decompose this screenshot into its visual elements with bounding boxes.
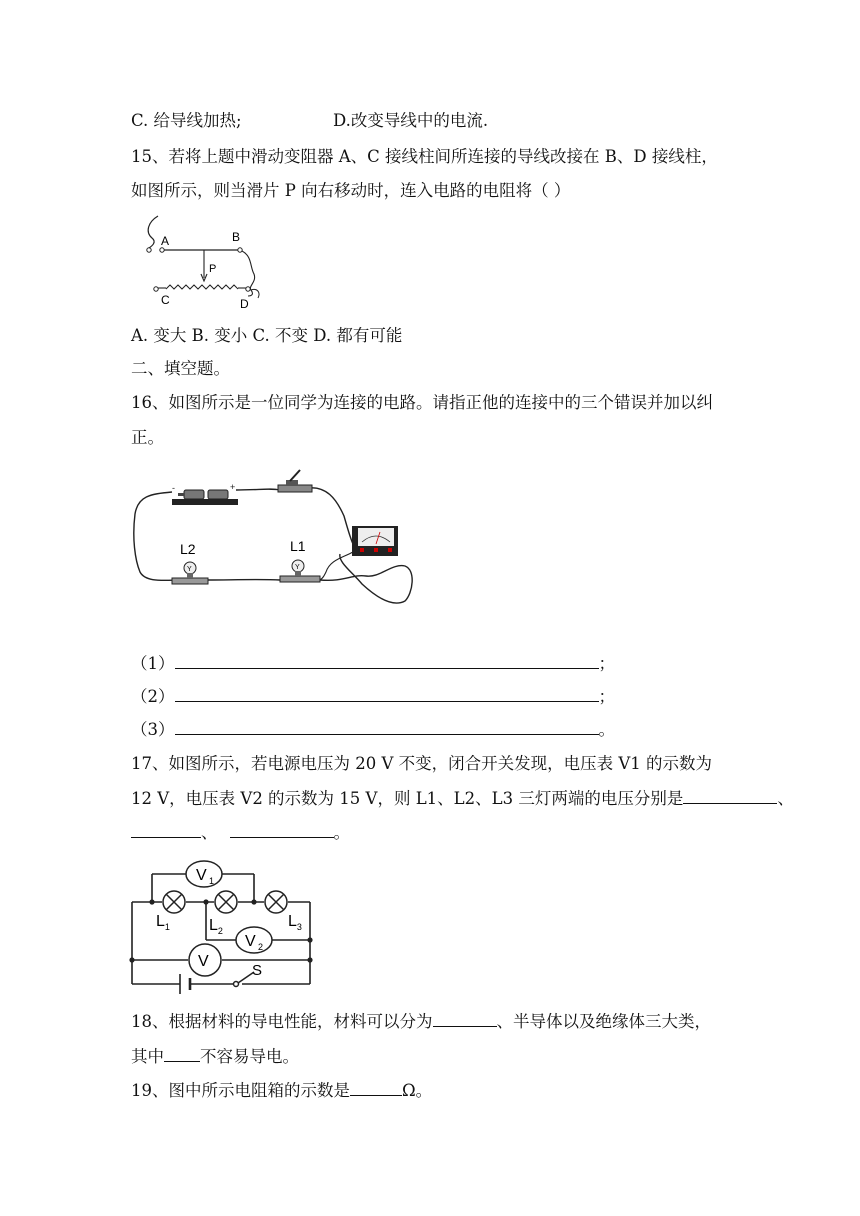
q16-answer-2: （2） ；	[131, 687, 615, 706]
q17-label-l1: $L_1$	[156, 913, 170, 932]
q16-answer-1-blank[interactable]	[175, 652, 599, 669]
svg-text:Y: Y	[187, 566, 192, 573]
svg-text:V: V	[198, 953, 209, 970]
svg-text:1: 1	[209, 876, 215, 886]
lamp-l1-icon	[163, 891, 185, 913]
q17-text-line1: 17、如图所示，若电源电压为 20 V 不变，闭合开关发现，电压表 V1 的示数为	[131, 754, 713, 773]
q18-text-line1: 18、根据材料的导电性能，材料可以分为 、半导体以及绝缘体三大类，	[131, 1012, 711, 1031]
q15-label-d: D	[240, 297, 249, 311]
bulb-l1-icon	[280, 560, 320, 582]
q17-text-line3: 、 。	[131, 821, 350, 844]
q17-label-s: S	[252, 962, 263, 979]
q17-circuit-figure	[124, 854, 324, 998]
q18-blank-1[interactable]	[433, 1010, 497, 1027]
voltmeter-v2-icon	[236, 927, 272, 953]
svg-text:+: +	[230, 482, 236, 492]
battery-icon	[180, 974, 190, 994]
q17-text-line2: 12 V，电压表 V2 的示数为 15 V，则 L1、L2、L3 三灯两端的电压分别是 、	[131, 789, 794, 808]
q19-blank[interactable]	[350, 1079, 402, 1096]
q18-text-line2: 其中 不容易导电。	[131, 1047, 299, 1066]
q16-circuit-figure	[130, 468, 420, 608]
switch-icon	[278, 470, 312, 492]
voltmeter-v-icon	[189, 944, 221, 976]
q14-option-c: C. 给导线加热;	[131, 111, 242, 130]
voltmeter-v1-icon	[186, 861, 222, 887]
bulb-l2-icon	[172, 562, 208, 584]
q15-text-line2: 如图所示，则当滑片 P 向右移动时，连入电路的电阻将（ ）	[131, 181, 571, 200]
svg-text:-: -	[172, 483, 175, 493]
terminal-b-icon	[238, 248, 242, 252]
q17-blank-3[interactable]	[230, 821, 334, 838]
q16-text-line2: 正。	[131, 428, 164, 447]
q15-label-c: C	[161, 293, 170, 307]
q15-label-a: A	[161, 234, 170, 248]
q17-label-l3: $L_3$	[288, 913, 302, 932]
q16-label-l2: L2	[180, 541, 196, 557]
q15-options: A. 变大 B. 变小 C. 不变 D. 都有可能	[131, 326, 403, 345]
svg-text:V: V	[245, 933, 256, 950]
q14-options	[131, 110, 489, 132]
resistor-coil-icon	[166, 285, 238, 289]
q15-label-p: P	[209, 263, 217, 275]
q17-blank-2[interactable]	[131, 821, 201, 838]
q16-answer-3: （3） 。	[131, 720, 615, 739]
voltmeter-icon	[352, 526, 398, 556]
q17-label-l2: $L_2$	[209, 917, 223, 936]
q16-answer-3-blank[interactable]	[175, 718, 599, 735]
svg-text:Y: Y	[295, 564, 300, 571]
q16-label-l1: L1	[290, 538, 306, 554]
q14-option-d: D.改变导线中的电流.	[333, 111, 489, 130]
q19-text: 19、图中所示电阻箱的示数是 Ω。	[131, 1081, 433, 1100]
q16-text-line1: 16、如图所示是一位同学为连接的电路。请指正他的连接中的三个错误并加以纠	[131, 393, 713, 412]
lamp-l3-icon	[265, 891, 287, 913]
q18-blank-2[interactable]	[164, 1045, 200, 1062]
q16-answer-1: （1） ；	[131, 654, 615, 673]
battery-icon	[172, 482, 238, 505]
q17-blank-1[interactable]	[683, 787, 777, 804]
lamp-l2-icon	[215, 891, 237, 913]
q15-text-line1: 15、若将上题中滑动变阻器 A、C 接线柱间所连接的导线改接在 B、D 接线柱，	[131, 147, 718, 166]
q15-rheostat-figure	[130, 212, 280, 312]
terminal-a-icon	[147, 248, 151, 252]
terminal-d-icon	[246, 287, 250, 291]
section-title: 二、填空题。	[131, 359, 230, 378]
svg-text:2: 2	[258, 942, 264, 952]
q16-answer-2-blank[interactable]	[175, 685, 599, 702]
terminal-c-icon	[154, 287, 158, 291]
q15-label-b: B	[232, 230, 241, 244]
svg-text:V: V	[196, 867, 207, 884]
